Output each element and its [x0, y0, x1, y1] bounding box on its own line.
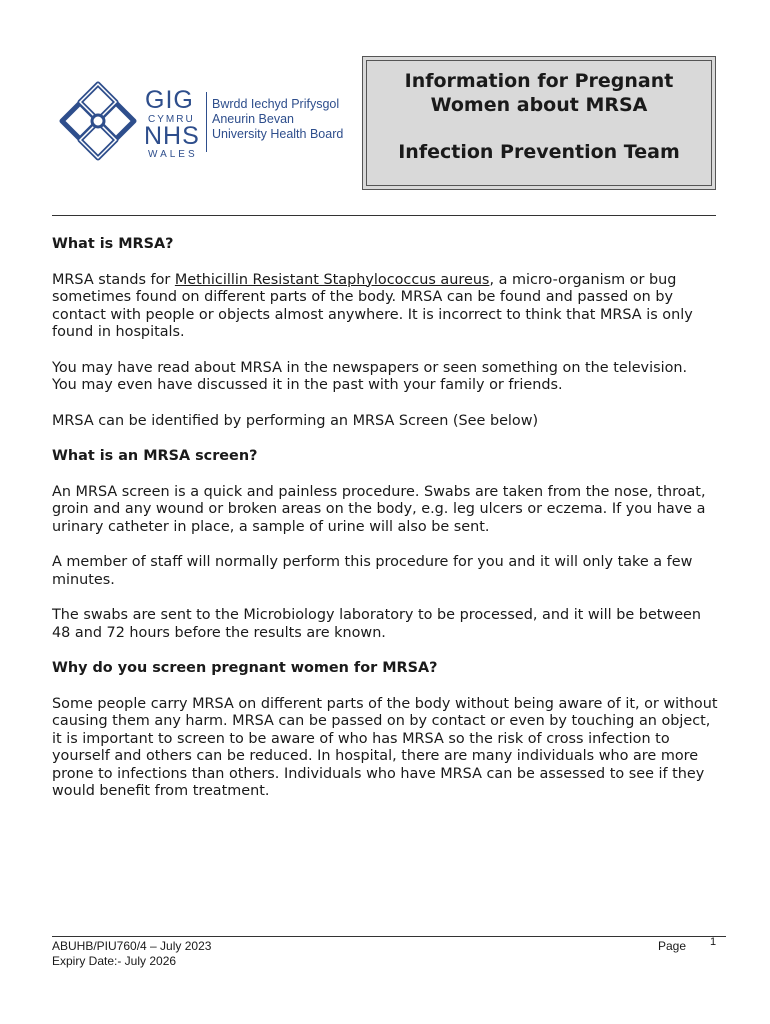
definition-text-pre: MRSA stands for	[52, 271, 175, 288]
logo-board-line2: Aneurin Bevan	[212, 112, 295, 126]
footer-reference	[52, 939, 211, 969]
logo-board-line1: Bwrdd Iechyd Prifysgol	[212, 97, 340, 111]
celtic-knot-icon	[58, 80, 138, 162]
heading-why-screen: Why do you screen pregnant women for MRSA?	[52, 660, 438, 676]
header-divider	[52, 215, 716, 216]
definition-term: Methicillin Resistant Staphylococcus aureus	[174, 271, 490, 288]
paragraph-laboratory: The swabs are sent to the Microbiology laboratory to be processed, and it will be between 48 and 72 hours before the results are known.	[52, 607, 702, 641]
footer-page-number: 1	[710, 936, 717, 948]
title-line2: Women about MRSA	[430, 94, 648, 116]
logo-board-name	[212, 97, 343, 142]
definition-text-post: , a micro-organism or bug sometimes found on different parts of the body. MRSA can be found and passed on by contact with people or objects almost anywhere. It is incorrect to think that MRSA is only found in hospitals.	[52, 271, 693, 340]
title-box	[362, 56, 716, 190]
media-text-b: You may even have discussed it in the past with your family or friends.	[52, 377, 563, 393]
logo-cymru: CYMRU	[148, 114, 195, 125]
title-line1: Information for Pregnant	[404, 70, 674, 92]
title-team: Infection Prevention Team	[398, 141, 680, 163]
paragraph-why-screen: Some people carry MRSA on different parts of the body without being aware of it, or without causing them any harm. MRSA can be passed on by contact or even by touching an object, it is important to screen to be aware of who has MRSA so the risk of cross infection to yourself and others can be reduced. In hospital, there are many individuals who are more prone to infections than others. Individuals who have MRSA can be assessed to see if they would benefit from treatment.	[52, 695, 718, 799]
heading-what-is-mrsa: What is MRSA?	[52, 236, 174, 252]
logo-nhs: NHS	[144, 122, 200, 150]
title-box-inner	[366, 60, 712, 186]
footer-divider	[52, 936, 726, 937]
logo-gig: GIG	[145, 86, 194, 114]
logo-wales: WALES	[148, 149, 198, 160]
main-content	[52, 236, 722, 819]
media-text-a: You may have read about MRSA in the newspapers or seen something on the television.	[52, 359, 688, 376]
footer-ref: ABUHB/PIU760/4 – July 2023	[52, 939, 212, 953]
footer-page-label: Page	[658, 939, 687, 953]
logo-board-line3: University Health Board	[212, 127, 344, 141]
paragraph-media	[52, 360, 722, 395]
paragraph-mrsa-definition	[52, 272, 722, 342]
paragraph-staff: A member of staff will normally perform this procedure for you and it will only take a few minutes.	[52, 554, 693, 588]
logo-divider	[206, 92, 207, 152]
paragraph-screen-procedure: An MRSA screen is a quick and painless procedure. Swabs are taken from the nose, throat, groin and any wound or broken areas on the body, e.g. leg ulcers or eczema. If you have a urinary catheter in place, a sample of urine will also be sent.	[52, 483, 706, 535]
health-board-logo	[58, 80, 363, 162]
heading-what-is-screen: What is an MRSA screen?	[52, 448, 258, 464]
footer-expiry: Expiry Date:- July 2026	[52, 954, 177, 968]
paragraph-identified: MRSA can be identified by performing an MRSA Screen (See below)	[52, 412, 539, 429]
